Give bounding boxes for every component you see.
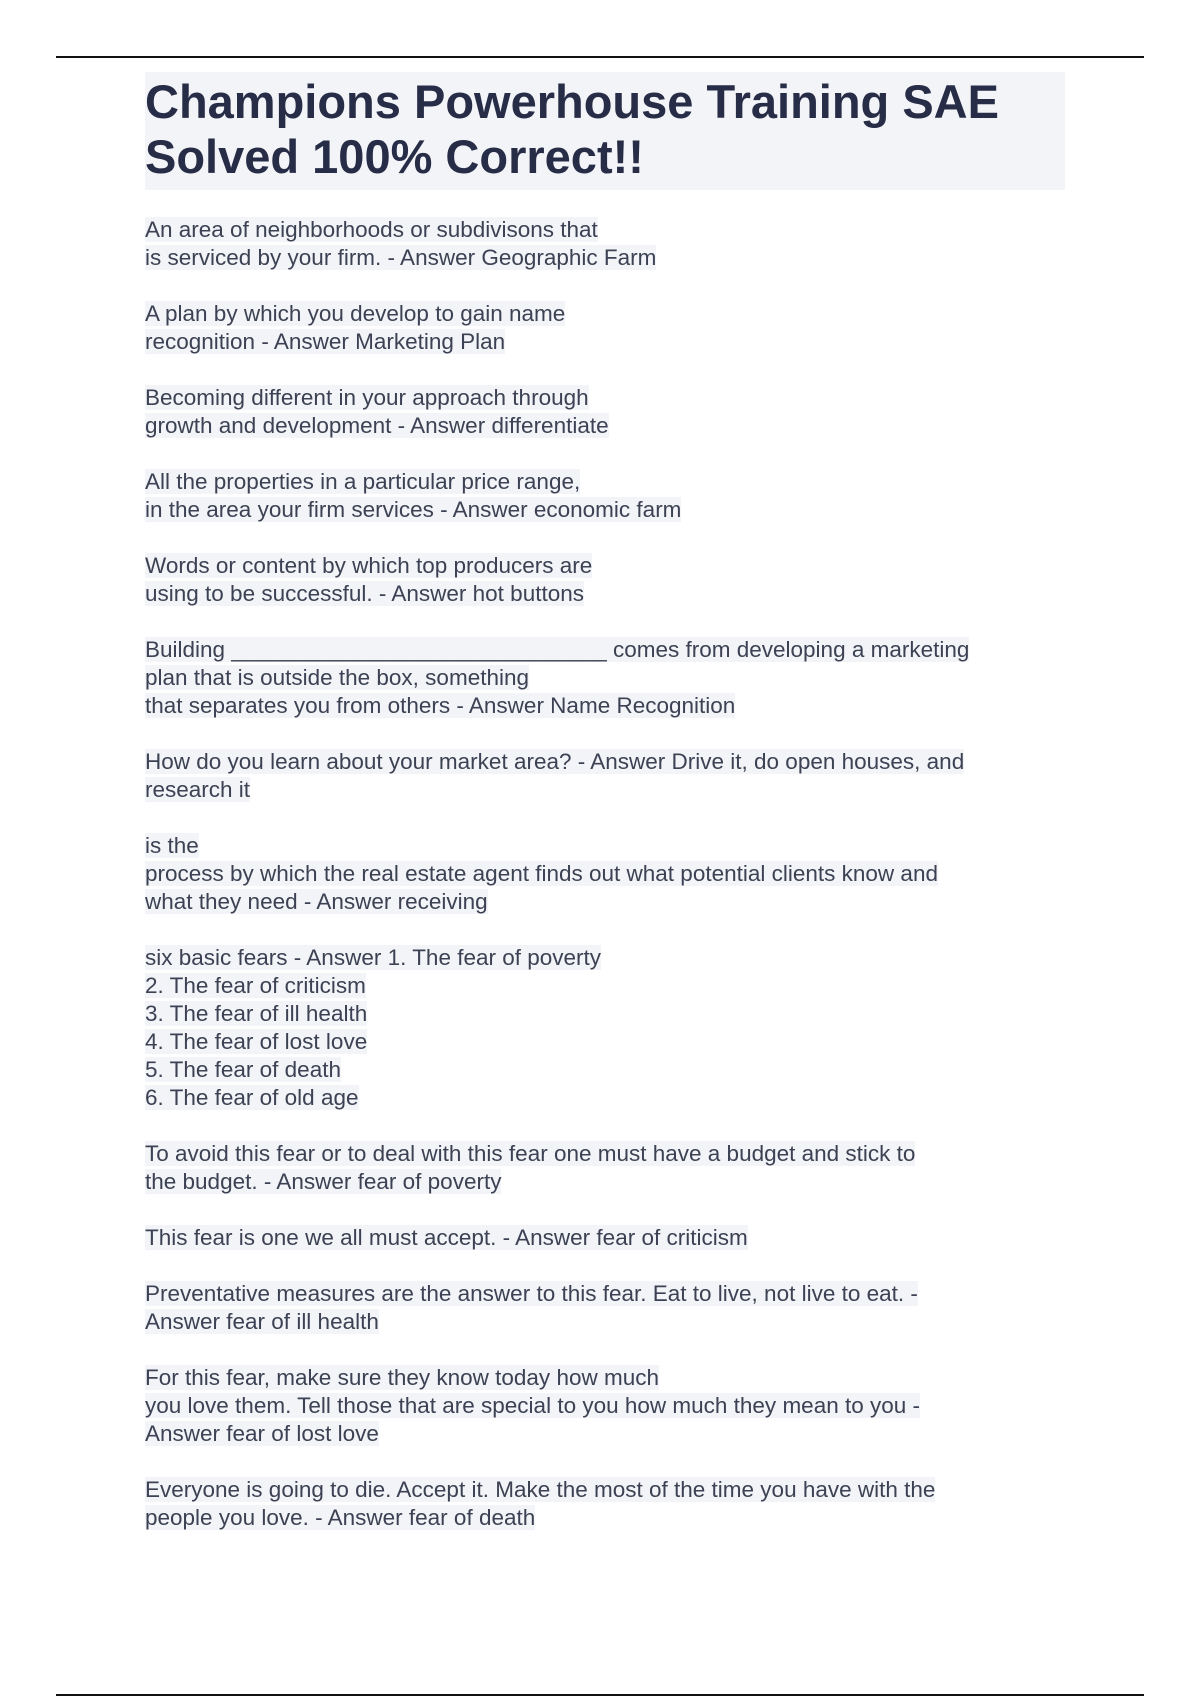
qa-text: All the properties in a particular price range, <box>145 469 581 494</box>
qa-entry <box>145 384 1065 440</box>
qa-entry <box>145 1364 1065 1448</box>
qa-text: Words or content by which top producers are <box>145 553 593 578</box>
document-body <box>145 72 1065 1560</box>
qa-line <box>145 580 1065 608</box>
qa-text: people you love. - Answer fear of death <box>145 1505 536 1530</box>
bottom-rule <box>56 1694 1144 1696</box>
qa-text: Preventative measures are the answer to this fear. Eat to live, not live to eat. - <box>145 1281 918 1306</box>
qa-line <box>145 1392 1065 1420</box>
qa-line <box>145 1476 1065 1504</box>
qa-line <box>145 300 1065 328</box>
qa-line <box>145 412 1065 440</box>
qa-line <box>145 1168 1065 1196</box>
qa-entry <box>145 216 1065 272</box>
qa-line <box>145 944 1065 972</box>
document-title <box>145 72 1065 190</box>
qa-text: six basic fears - Answer 1. The fear of poverty <box>145 945 602 970</box>
qa-line <box>145 468 1065 496</box>
qa-entry <box>145 552 1065 608</box>
qa-entry <box>145 1140 1065 1196</box>
qa-line <box>145 1420 1065 1448</box>
qa-text: you love them. Tell those that are special to you how much they mean to you - <box>145 1393 921 1418</box>
qa-entry <box>145 1224 1065 1252</box>
qa-text: using to be successful. - Answer hot buttons <box>145 581 584 606</box>
title-line-1: Champions Powerhouse Training SAE <box>145 75 999 128</box>
qa-line <box>145 1364 1065 1392</box>
qa-text: process by which the real estate agent finds out what potential clients know and <box>145 861 938 886</box>
qa-line <box>145 776 1065 804</box>
qa-text: An area of neighborhoods or subdivisons that <box>145 217 598 242</box>
qa-entry <box>145 636 1065 720</box>
qa-text: How do you learn about your market area? - Answer Drive it, do open houses, and <box>145 749 965 774</box>
qa-line <box>145 384 1065 412</box>
qa-text: the budget. - Answer fear of poverty <box>145 1169 502 1194</box>
qa-text: Becoming different in your approach through <box>145 385 589 410</box>
qa-line <box>145 1028 1065 1056</box>
qa-text: growth and development - Answer differentiate <box>145 413 609 438</box>
qa-line <box>145 1056 1065 1084</box>
qa-line <box>145 1308 1065 1336</box>
qa-text: recognition - Answer Marketing Plan <box>145 329 506 354</box>
qa-text: This fear is one we all must accept. - Answer fear of criticism <box>145 1225 748 1250</box>
qa-text: Answer fear of lost love <box>145 1421 379 1446</box>
qa-line <box>145 636 1065 664</box>
qa-line <box>145 328 1065 356</box>
qa-line <box>145 244 1065 272</box>
qa-line <box>145 664 1065 692</box>
qa-line <box>145 496 1065 524</box>
qa-line <box>145 888 1065 916</box>
qa-text: To avoid this fear or to deal with this fear one must have a budget and stick to <box>145 1141 916 1166</box>
top-rule <box>56 56 1144 58</box>
qa-line <box>145 748 1065 776</box>
qa-line <box>145 216 1065 244</box>
qa-text: A plan by which you develop to gain name <box>145 301 566 326</box>
qa-line <box>145 1140 1065 1168</box>
qa-text: 6. The fear of old age <box>145 1085 359 1110</box>
qa-entry <box>145 832 1065 916</box>
qa-line <box>145 1084 1065 1112</box>
qa-text: is serviced by your firm. - Answer Geographic Farm <box>145 245 657 270</box>
qa-text: plan that is outside the box, something <box>145 665 529 690</box>
qa-text: what they need - Answer receiving <box>145 889 488 914</box>
qa-text: in the area your firm services - Answer economic farm <box>145 497 682 522</box>
qa-line <box>145 1504 1065 1532</box>
qa-line <box>145 860 1065 888</box>
qa-line <box>145 1280 1065 1308</box>
qa-entry <box>145 1476 1065 1532</box>
qa-text: 3. The fear of ill health <box>145 1001 368 1026</box>
qa-entry <box>145 1280 1065 1336</box>
qa-text: that separates you from others - Answer Name Recognition <box>145 693 736 718</box>
qa-text: Building ______________________________ comes from developing a marketing <box>145 637 970 662</box>
qa-text: is the <box>145 833 199 858</box>
qa-entry <box>145 468 1065 524</box>
qa-entry <box>145 300 1065 356</box>
qa-line <box>145 1000 1065 1028</box>
qa-line <box>145 552 1065 580</box>
qa-text: Everyone is going to die. Accept it. Make the most of the time you have with the <box>145 1477 936 1502</box>
qa-text: 2. The fear of criticism <box>145 973 366 998</box>
qa-entry <box>145 944 1065 1112</box>
title-line-2: Solved 100% Correct!! <box>145 130 644 183</box>
qa-list <box>145 216 1065 1532</box>
qa-entry <box>145 748 1065 804</box>
qa-line <box>145 692 1065 720</box>
qa-text: 4. The fear of lost love <box>145 1029 368 1054</box>
qa-line <box>145 832 1065 860</box>
qa-text: For this fear, make sure they know today how much <box>145 1365 659 1390</box>
qa-text: Answer fear of ill health <box>145 1309 379 1334</box>
qa-text: 5. The fear of death <box>145 1057 341 1082</box>
qa-line <box>145 972 1065 1000</box>
qa-text: research it <box>145 777 251 802</box>
qa-line <box>145 1224 1065 1252</box>
